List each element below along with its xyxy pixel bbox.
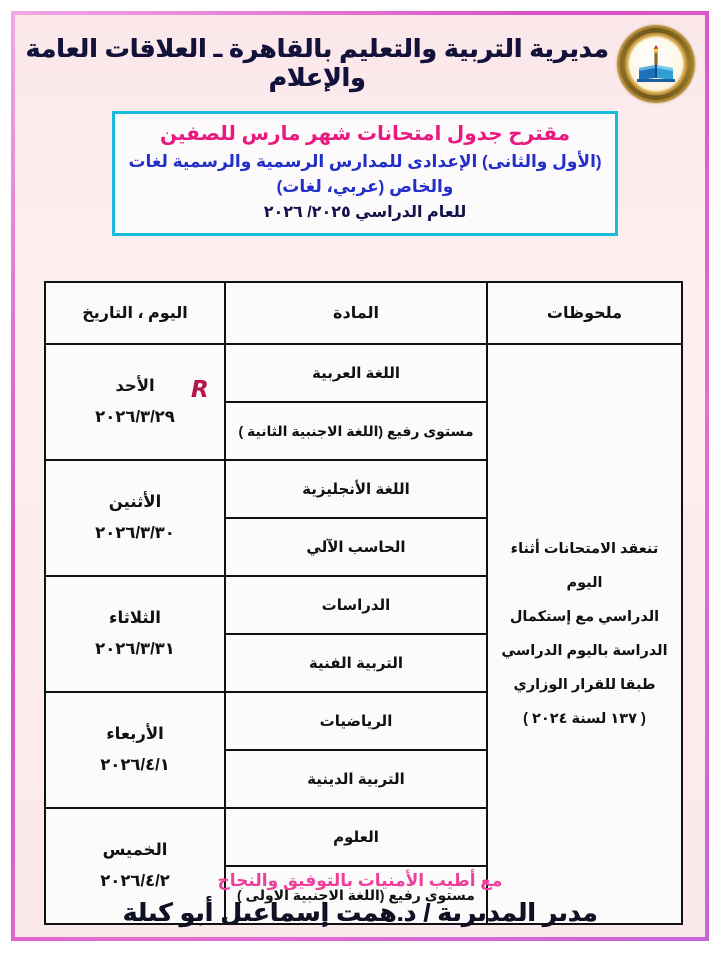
organization-title: مديرية التربية والتعليم بالقاهرة ـ العلاقات العامة والإعلام [25, 35, 609, 92]
date-label: ٢٠٢٦/٣/٢٩ [95, 408, 175, 426]
day-label: الأحد [115, 376, 155, 395]
date-label: ٢٠٢٦/٣/٣٠ [95, 524, 175, 542]
title-line-1: مقترح جدول امتحانات شهر مارس للصفين [159, 123, 571, 145]
date-cell [45, 576, 225, 692]
subject-cell: العلوم [225, 808, 487, 866]
title-line-3: والخاص (عربي، لغات) [276, 176, 454, 196]
good-wishes-text: مع أطيب الأمنيات بالتوفيق والنجاح [217, 871, 503, 891]
subject-cell: الحاسب الآلي [225, 518, 487, 576]
director-signature: مدير المديرية / د.همت إسماعيل أبو كيلة [122, 898, 598, 927]
header-notes: ملحوظات [487, 282, 682, 344]
date-label: ٢٠٢٦/٤/٢ [100, 872, 170, 890]
notes-line: الدراسي مع إستكمال [509, 608, 660, 625]
day-label: الثلاثاء [109, 608, 161, 627]
header-subject: المادة [225, 282, 487, 344]
title-line-2: (الأول والثانى) الإعدادى للمدارس الرسمية والرسمية لغات [128, 152, 602, 171]
notes-line: تنعقد الامتحانات أثناء اليوم [510, 540, 659, 591]
ministry-emblem-icon [617, 25, 695, 103]
exam-schedule-table-wrap [46, 281, 683, 925]
r-watermark: R [191, 377, 209, 403]
day-label: الأثنين [108, 492, 162, 511]
table-row [45, 344, 682, 402]
table-header-row [45, 282, 682, 344]
date-cell [45, 460, 225, 576]
subject-cell: التربية الفنية [225, 634, 487, 692]
subject-cell: الرياضيات [225, 692, 487, 750]
notes-line: الدراسة باليوم الدراسي [501, 643, 668, 659]
notes-cell [487, 344, 682, 924]
notes-line: ( ١٣٧ لسنة ٢٠٢٤ ) [523, 711, 646, 728]
date-label: ٢٠٢٦/٣/٣١ [95, 640, 175, 658]
subject-cell: اللغة العربية [225, 344, 487, 402]
subject-cell: اللغة الأنجليزية [225, 460, 487, 518]
document-footer [15, 868, 705, 929]
document-header [15, 21, 705, 107]
book-and-torch-glyph [634, 42, 678, 86]
subject-cell: مستوى رفيع (اللغة الاجنبية الثانية ) [225, 402, 487, 460]
notes-line: طبقا للقرار الوزاري [513, 677, 656, 694]
subject-cell: التربية الدينية [225, 750, 487, 808]
poster-frame [11, 11, 709, 941]
subject-cell: مستوى رفيع (اللغة الاجنبية الاولى ) [225, 866, 487, 924]
subject-cell: الدراسات [225, 576, 487, 634]
date-label: ٢٠٢٦/٤/١ [100, 756, 170, 774]
header-date: اليوم ، التاريخ [45, 282, 225, 344]
date-cell [45, 692, 225, 808]
day-label: الأربعاء [106, 724, 164, 743]
exam-schedule-table [44, 281, 683, 925]
exam-title-box [112, 111, 618, 236]
academic-year-line: للعام الدراسي ٢٠٢٥/ ٢٠٢٦ [263, 204, 467, 222]
day-label: الخميس [102, 840, 168, 859]
